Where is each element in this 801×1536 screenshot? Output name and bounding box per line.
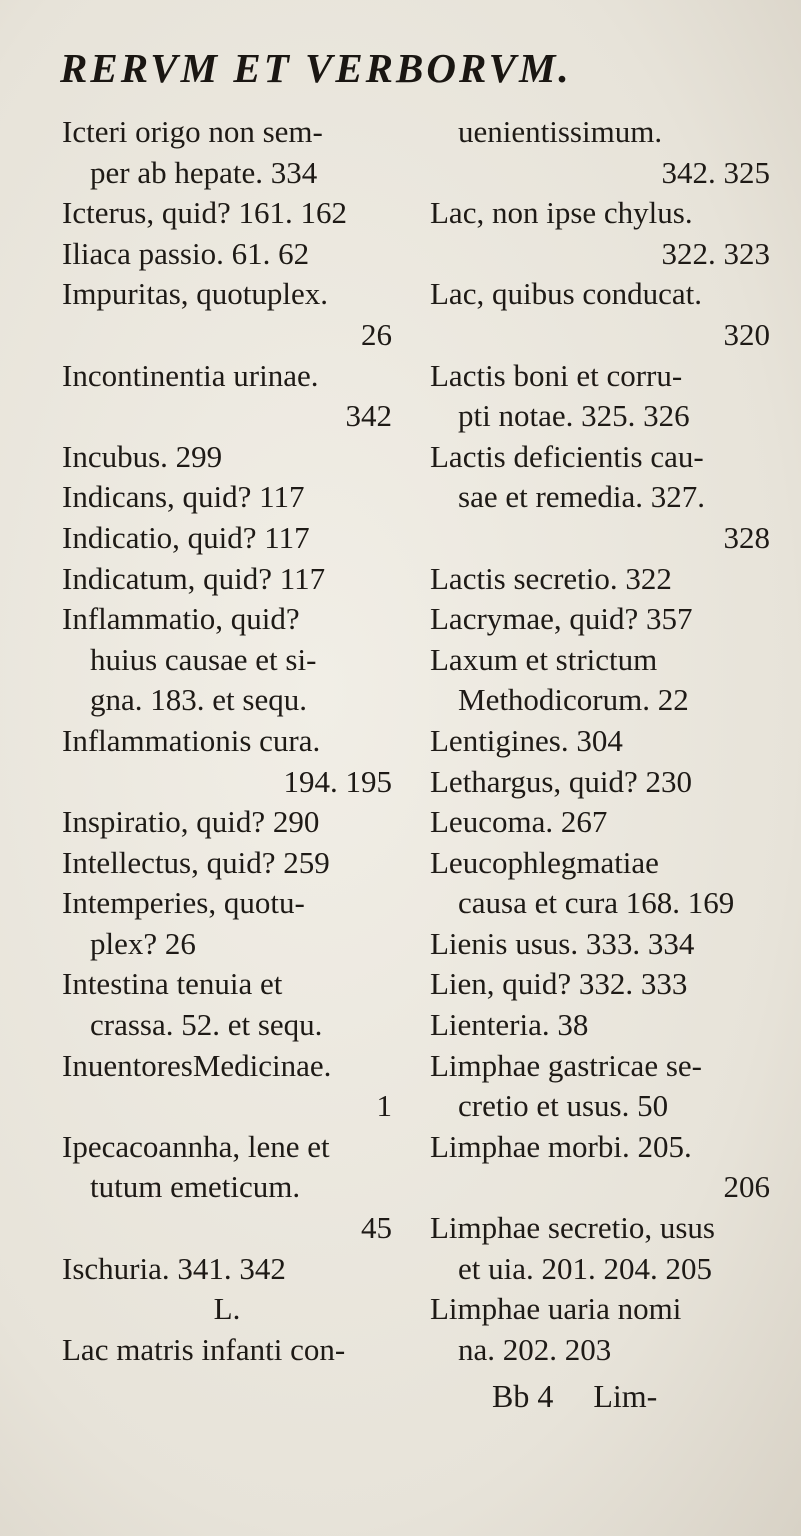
index-column-left	[62, 112, 392, 1370]
index-entry-line: 206	[723, 1169, 770, 1205]
index-entry-line: pti notae. 325. 326	[458, 398, 690, 434]
index-entry-line: InuentoresMedicinae.	[62, 1047, 332, 1083]
index-entry-line: Lacrymae, quid? 357	[430, 601, 693, 637]
index-entry-line: Indicatio, quid? 117	[62, 519, 310, 555]
index-entry-line: tutum emeticum.	[90, 1169, 301, 1205]
index-entry-line: 320	[723, 316, 770, 352]
index-entry-line: Incontinentia urinae.	[62, 357, 319, 393]
index-entry-line: Icterus, quid? 161. 162	[62, 195, 347, 231]
index-entry-line: Intestina tenuia et	[62, 966, 283, 1002]
index-entry-line: Indicans, quid? 117	[62, 479, 305, 515]
index-entry-line: 194. 195	[283, 763, 392, 799]
signature-mark: Bb 4	[492, 1378, 554, 1414]
index-entry-line: plex? 26	[90, 925, 196, 961]
index-entry-line: Limphae secretio, usus	[430, 1210, 715, 1246]
index-entry-line: Lienis usus. 333. 334	[430, 925, 695, 961]
index-entry-line: Indicatum, quid? 117	[62, 560, 326, 596]
index-entry-line: Intemperies, quotu-	[62, 885, 305, 921]
index-entry-line: Impuritas, quotuplex.	[62, 276, 329, 312]
index-entry-line: Lactis secretio. 322	[430, 560, 672, 596]
index-entry-line: crassa. 52. et sequ.	[90, 1007, 323, 1043]
index-entry-line: Inspiratio, quid? 290	[62, 804, 320, 840]
page-footer	[492, 1378, 657, 1415]
index-entry-line: 26	[361, 316, 392, 352]
index-entry-line: Lien, quid? 332. 333	[430, 966, 688, 1002]
index-entry-line: Iliaca passio. 61. 62	[62, 235, 310, 271]
index-entry-line: Inflammatio, quid?	[62, 601, 300, 637]
index-entry-line: 342	[345, 398, 392, 434]
index-entry-line: 1	[376, 1088, 392, 1124]
index-entry-line: Intellectus, quid? 259	[62, 844, 330, 880]
index-entry-line: Ipecacoannha, lene et	[62, 1128, 330, 1164]
index-entry-line: Leucoma. 267	[430, 804, 608, 840]
index-entry-line: Limphae uaria nomi	[430, 1291, 682, 1327]
index-entry-line: Inflammationis cura.	[62, 722, 321, 758]
index-entry-line: Methodicorum. 22	[458, 682, 689, 718]
index-entry-line: Limphae morbi. 205.	[430, 1128, 692, 1164]
index-entry-line: 328	[723, 519, 770, 555]
index-entry-line: Limphae gastricae se-	[430, 1047, 702, 1083]
index-entry-line: gna. 183. et sequ.	[90, 682, 307, 718]
index-entry-line: huius causae et si-	[90, 641, 317, 677]
index-entry-line: Lienteria. 38	[430, 1007, 589, 1043]
index-entry-line: na. 202. 203	[458, 1331, 612, 1367]
index-entry-line: 322. 323	[661, 235, 770, 271]
catchword: Lim-	[593, 1378, 658, 1414]
index-column-right	[430, 112, 780, 1370]
running-header: RERVM ET VERBORVM.	[60, 45, 572, 91]
index-entry-line: per ab hepate. 334	[90, 154, 318, 190]
index-entry-line: 45	[361, 1210, 392, 1246]
index-entry-line: sae et remedia. 327.	[458, 479, 706, 515]
index-entry-line: Lac, non ipse chylus.	[430, 195, 693, 231]
index-entry-line: 342. 325	[661, 154, 770, 190]
index-entry-line: Leucophlegmatiae	[430, 844, 659, 880]
index-entry-line: Lac, quibus conducat.	[430, 276, 703, 312]
index-entry-line: Laxum et strictum	[430, 641, 658, 677]
index-entry-line: Lentigines. 304	[430, 722, 623, 758]
index-entry-line: cretio et usus. 50	[458, 1088, 669, 1124]
index-entry-line: Icteri origo non sem-	[62, 114, 323, 149]
index-entry-line: Lac matris infanti con-	[62, 1331, 346, 1367]
index-entry-line: L.	[213, 1291, 241, 1327]
index-entry-line: causa et cura 168. 169	[458, 885, 735, 921]
index-entry-line: uenientissimum.	[458, 114, 663, 149]
index-entry-line: Ischuria. 341. 342	[62, 1250, 286, 1286]
index-entry-line: et uia. 201. 204. 205	[458, 1250, 712, 1286]
index-entry-line: Lactis boni et corru-	[430, 357, 683, 393]
index-entry-line: Lactis deficientis cau-	[430, 438, 704, 474]
index-entry-line: Lethargus, quid? 230	[430, 763, 693, 799]
index-entry-line: Incubus. 299	[62, 438, 223, 474]
